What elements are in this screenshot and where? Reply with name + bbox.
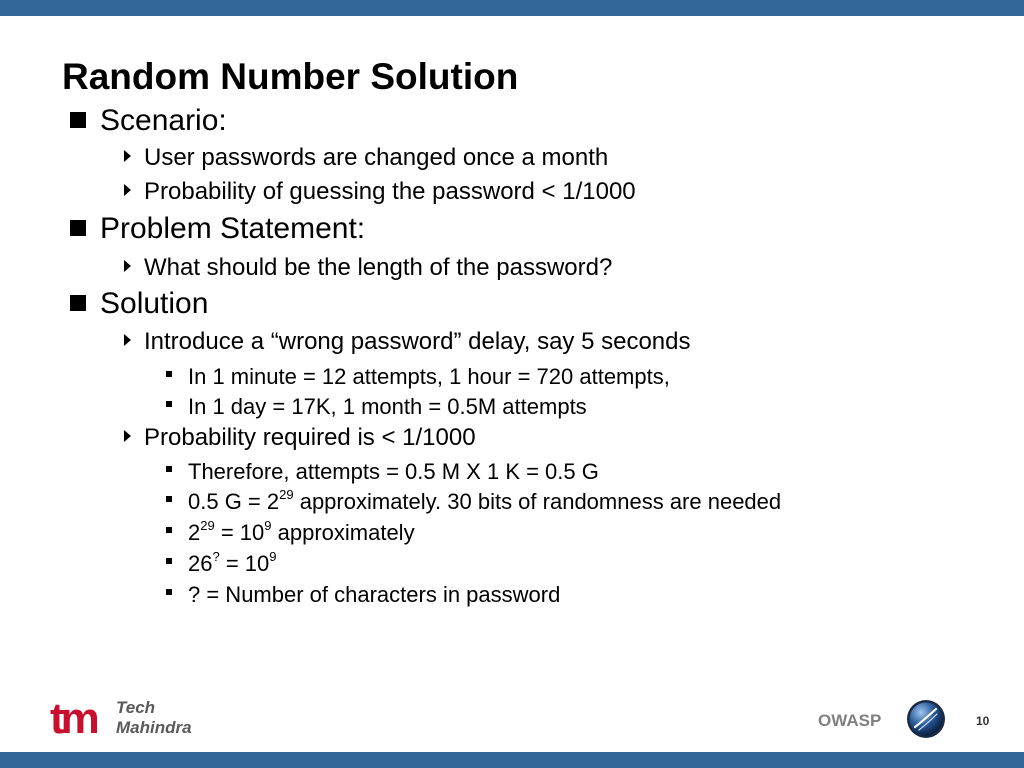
bullet-item — [124, 178, 636, 206]
owasp-label: OWASP — [818, 711, 882, 730]
sub-bullet-text: ? = Number of characters in password — [188, 582, 561, 607]
sub-bullet-item — [166, 459, 599, 485]
small-square-bullet-icon — [166, 371, 172, 377]
sub-bullet-item — [166, 520, 415, 546]
square-bullet-icon — [70, 220, 86, 236]
bullet-item — [124, 254, 612, 282]
exponent: 9 — [269, 549, 277, 564]
logo-brand-line1: Tech — [116, 698, 156, 717]
bullet-item — [124, 424, 476, 452]
bottom-banner-bar — [0, 752, 1024, 768]
sub-bullet-item — [166, 394, 587, 420]
small-square-bullet-icon — [166, 558, 172, 564]
small-square-bullet-icon — [166, 527, 172, 533]
sub-bullet-item — [166, 364, 670, 390]
sub-bullet-item — [166, 582, 560, 608]
formula-part: = 10 — [219, 551, 270, 576]
slide-title: Random Number Solution — [62, 56, 519, 97]
formula-part: = 10 — [214, 520, 265, 545]
exponent: 29 — [200, 518, 215, 533]
small-square-bullet-icon — [166, 589, 172, 595]
top-banner-bar — [0, 0, 1024, 16]
section-scenario — [70, 104, 227, 138]
bullet-item — [124, 144, 608, 172]
small-square-bullet-icon — [166, 466, 172, 472]
formula-part: 0.5 G = 2 — [188, 489, 280, 514]
formula-part: approximately. 30 bits of randomness are needed — [293, 489, 782, 514]
small-square-bullet-icon — [166, 401, 172, 407]
sub-bullet-item — [166, 551, 277, 577]
section-label: Problem Statement: — [100, 212, 366, 245]
section-solution — [70, 287, 208, 321]
bullet-text: Probability of guessing the password < 1/1000 — [144, 178, 636, 205]
bullet-text: User passwords are changed once a month — [144, 144, 609, 171]
formula-part: 2 — [188, 520, 201, 545]
formula-part: 26 — [188, 551, 213, 576]
sub-bullet-text: Therefore, attempts = 0.5 M X 1 K = 0.5 G — [188, 459, 599, 484]
sub-bullet-item — [166, 489, 781, 515]
tech-mahindra-logo — [50, 693, 220, 739]
exponent: 9 — [264, 518, 272, 533]
triangle-bullet-icon — [124, 260, 131, 272]
bullet-item — [124, 328, 691, 356]
section-label: Solution — [100, 287, 209, 320]
square-bullet-icon — [70, 295, 86, 311]
triangle-bullet-icon — [124, 334, 131, 346]
formula-part: approximately — [271, 520, 415, 545]
triangle-bullet-icon — [124, 430, 131, 442]
exponent: 29 — [279, 487, 294, 502]
section-label: Scenario: — [100, 104, 227, 137]
section-problem-statement — [70, 212, 365, 246]
bullet-text: Introduce a “wrong password” delay, say 5 seconds — [144, 328, 691, 355]
exponent: ? — [212, 549, 220, 564]
square-bullet-icon — [70, 112, 86, 128]
bullet-text: What should be the length of the password? — [144, 254, 613, 281]
logo-brand-line2: Mahindra — [116, 718, 192, 737]
triangle-bullet-icon — [124, 184, 131, 196]
sub-bullet-text: In 1 day = 17K, 1 month = 0.5M attempts — [188, 394, 587, 419]
small-square-bullet-icon — [166, 496, 172, 502]
page-number: 10 — [976, 714, 990, 728]
triangle-bullet-icon — [124, 150, 131, 162]
logo-initials: tm — [50, 694, 96, 739]
sub-bullet-text: In 1 minute = 12 attempts, 1 hour = 720 attempts, — [188, 364, 670, 389]
owasp-globe-icon — [906, 699, 946, 739]
bullet-text: Probability required is < 1/1000 — [144, 424, 476, 451]
